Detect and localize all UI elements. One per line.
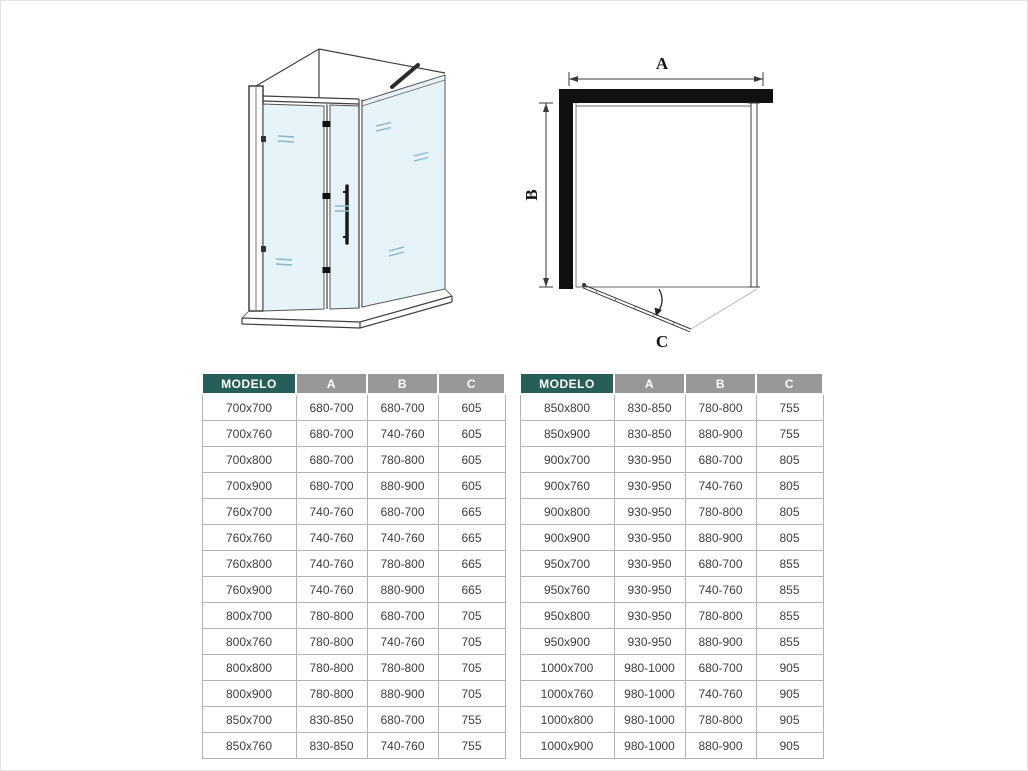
table-row	[202, 655, 505, 681]
table-row	[520, 733, 823, 759]
dimension-b	[522, 103, 553, 287]
table-row	[202, 421, 505, 447]
cell-modelo: 850x760	[202, 733, 296, 759]
table-row	[520, 447, 823, 473]
cell-value: 855	[756, 551, 823, 577]
cell-modelo: 850x900	[520, 421, 614, 447]
cell-value: 980-1000	[614, 681, 685, 707]
cell-value: 780-800	[296, 681, 367, 707]
cell-value: 780-800	[685, 603, 756, 629]
header-b: B	[685, 373, 756, 394]
cell-value: 740-760	[685, 681, 756, 707]
cell-value: 880-900	[685, 629, 756, 655]
cell-value: 665	[438, 551, 505, 577]
cell-value: 605	[438, 473, 505, 499]
cell-value: 780-800	[296, 603, 367, 629]
cell-value: 755	[756, 394, 823, 421]
cell-value: 880-900	[367, 577, 438, 603]
cell-value: 855	[756, 603, 823, 629]
cell-value: 740-760	[296, 551, 367, 577]
table-row	[520, 603, 823, 629]
header-row	[202, 373, 505, 394]
left-wall	[559, 103, 573, 289]
cell-value: 740-760	[685, 577, 756, 603]
cell-value: 740-760	[367, 421, 438, 447]
top-wall	[559, 89, 773, 103]
cell-value: 680-700	[296, 473, 367, 499]
support-bar	[392, 65, 418, 87]
cell-value: 680-700	[367, 499, 438, 525]
cell-value: 830-850	[296, 733, 367, 759]
cell-modelo: 700x900	[202, 473, 296, 499]
cell-value: 740-760	[296, 525, 367, 551]
cell-modelo: 950x700	[520, 551, 614, 577]
cell-value: 930-950	[614, 603, 685, 629]
cell-value: 680-700	[296, 447, 367, 473]
cell-value: 680-700	[367, 707, 438, 733]
cell-value: 880-900	[367, 473, 438, 499]
table-row	[520, 551, 823, 577]
cell-value: 855	[756, 629, 823, 655]
door-glass-panel-right	[330, 105, 359, 309]
door-swing-arrow	[655, 289, 663, 316]
table-row	[202, 603, 505, 629]
cell-modelo: 900x800	[520, 499, 614, 525]
cell-modelo: 700x800	[202, 447, 296, 473]
cell-value: 755	[438, 733, 505, 759]
cell-value: 755	[756, 421, 823, 447]
cell-value: 740-760	[296, 577, 367, 603]
cell-modelo: 700x700	[202, 394, 296, 421]
cell-value: 665	[438, 499, 505, 525]
cell-value: 880-900	[367, 681, 438, 707]
table-row	[202, 499, 505, 525]
cell-value: 780-800	[367, 551, 438, 577]
header-b: B	[367, 373, 438, 394]
table-row	[202, 394, 505, 421]
cell-modelo: 1000x760	[520, 681, 614, 707]
cell-modelo: 800x760	[202, 629, 296, 655]
cell-value: 780-800	[367, 447, 438, 473]
table-row	[202, 577, 505, 603]
cell-value: 880-900	[685, 525, 756, 551]
glass-outline	[576, 103, 757, 287]
top-view-dimension-diagram	[521, 39, 786, 351]
cell-value: 680-700	[296, 394, 367, 421]
cell-value: 980-1000	[614, 733, 685, 759]
cell-value: 880-900	[685, 733, 756, 759]
cell-value: 680-700	[685, 551, 756, 577]
size-table-left	[201, 372, 506, 759]
cell-value: 805	[756, 447, 823, 473]
table-row	[202, 551, 505, 577]
door-glass-panel-left	[263, 104, 324, 311]
table-row	[202, 681, 505, 707]
cell-value: 930-950	[614, 551, 685, 577]
cell-modelo: 700x760	[202, 421, 296, 447]
table-row	[520, 525, 823, 551]
door-top-frame	[263, 96, 359, 104]
cell-value: 755	[438, 707, 505, 733]
cell-modelo: 1000x800	[520, 707, 614, 733]
cell-value: 705	[438, 655, 505, 681]
cell-value: 740-760	[367, 525, 438, 551]
cell-modelo: 760x800	[202, 551, 296, 577]
cell-value: 680-700	[296, 421, 367, 447]
cell-value: 680-700	[367, 603, 438, 629]
cell-value: 680-700	[367, 394, 438, 421]
cell-modelo: 1000x900	[520, 733, 614, 759]
cell-value: 805	[756, 473, 823, 499]
cell-modelo: 760x900	[202, 577, 296, 603]
dimension-label-a: A	[655, 54, 669, 73]
cell-value: 780-800	[685, 394, 756, 421]
header-c: C	[438, 373, 505, 394]
cell-value: 740-760	[296, 499, 367, 525]
size-table-right	[519, 372, 824, 759]
header-modelo: MODELO	[202, 373, 296, 394]
cell-value: 805	[756, 525, 823, 551]
header-c: C	[756, 373, 823, 394]
cell-modelo: 950x900	[520, 629, 614, 655]
table-row	[520, 681, 823, 707]
cell-value: 980-1000	[614, 707, 685, 733]
cell-value: 680-700	[685, 447, 756, 473]
cell-modelo: 900x900	[520, 525, 614, 551]
table-row	[520, 707, 823, 733]
wall-profile	[249, 86, 263, 311]
cell-modelo: 760x700	[202, 499, 296, 525]
table-row	[202, 733, 505, 759]
table-row	[520, 577, 823, 603]
cell-value: 930-950	[614, 499, 685, 525]
cell-value: 855	[756, 577, 823, 603]
table-row	[202, 525, 505, 551]
cell-value: 830-850	[614, 421, 685, 447]
header-modelo: MODELO	[520, 373, 614, 394]
cell-modelo: 800x900	[202, 681, 296, 707]
cell-value: 805	[756, 499, 823, 525]
pivot-door-open	[582, 283, 757, 332]
cell-modelo: 950x760	[520, 577, 614, 603]
cell-value: 830-850	[296, 707, 367, 733]
dimension-label-c: C	[655, 332, 669, 351]
cell-value: 780-800	[685, 707, 756, 733]
cell-modelo: 900x700	[520, 447, 614, 473]
header-a: A	[296, 373, 367, 394]
cell-value: 665	[438, 577, 505, 603]
cell-value: 705	[438, 629, 505, 655]
cell-value: 705	[438, 603, 505, 629]
cell-value: 605	[438, 447, 505, 473]
side-glass-panel	[362, 75, 445, 307]
cell-value: 905	[756, 733, 823, 759]
cell-value: 980-1000	[614, 655, 685, 681]
table-row	[202, 447, 505, 473]
cell-modelo: 800x800	[202, 655, 296, 681]
cell-value: 930-950	[614, 629, 685, 655]
cell-value: 930-950	[614, 447, 685, 473]
cell-value: 740-760	[685, 473, 756, 499]
table-row	[520, 629, 823, 655]
cell-value: 930-950	[614, 525, 685, 551]
cell-value: 680-700	[685, 655, 756, 681]
cell-value: 830-850	[614, 394, 685, 421]
table-row	[202, 473, 505, 499]
dimension-label-b: B	[522, 189, 541, 201]
cell-value: 780-800	[296, 629, 367, 655]
table-row	[520, 473, 823, 499]
cell-value: 605	[438, 421, 505, 447]
fixed-side-panel	[748, 103, 760, 287]
cell-modelo: 850x700	[202, 707, 296, 733]
table-row	[520, 655, 823, 681]
cell-value: 740-760	[367, 733, 438, 759]
cell-modelo: 850x800	[520, 394, 614, 421]
cell-modelo: 800x700	[202, 603, 296, 629]
cell-value: 740-760	[367, 629, 438, 655]
cell-value: 780-800	[685, 499, 756, 525]
cell-modelo: 900x760	[520, 473, 614, 499]
table-row	[202, 629, 505, 655]
cell-value: 705	[438, 681, 505, 707]
dimension-a	[569, 54, 763, 86]
cell-value: 930-950	[614, 577, 685, 603]
cell-modelo: 760x760	[202, 525, 296, 551]
header-row	[520, 373, 823, 394]
table-body-left	[202, 394, 505, 759]
table-row	[520, 394, 823, 421]
cell-value: 930-950	[614, 473, 685, 499]
cell-value: 905	[756, 707, 823, 733]
cell-value: 880-900	[685, 421, 756, 447]
cell-value: 780-800	[296, 655, 367, 681]
table-row	[202, 707, 505, 733]
cell-modelo: 1000x700	[520, 655, 614, 681]
shower-enclosure-3d-drawing	[226, 41, 471, 341]
table-row	[520, 499, 823, 525]
cell-value: 780-800	[367, 655, 438, 681]
cell-value: 605	[438, 394, 505, 421]
header-a: A	[614, 373, 685, 394]
table-body-right	[520, 394, 823, 759]
cell-value: 665	[438, 525, 505, 551]
cell-modelo: 950x800	[520, 603, 614, 629]
cell-value: 905	[756, 655, 823, 681]
cell-value: 905	[756, 681, 823, 707]
table-row	[520, 421, 823, 447]
